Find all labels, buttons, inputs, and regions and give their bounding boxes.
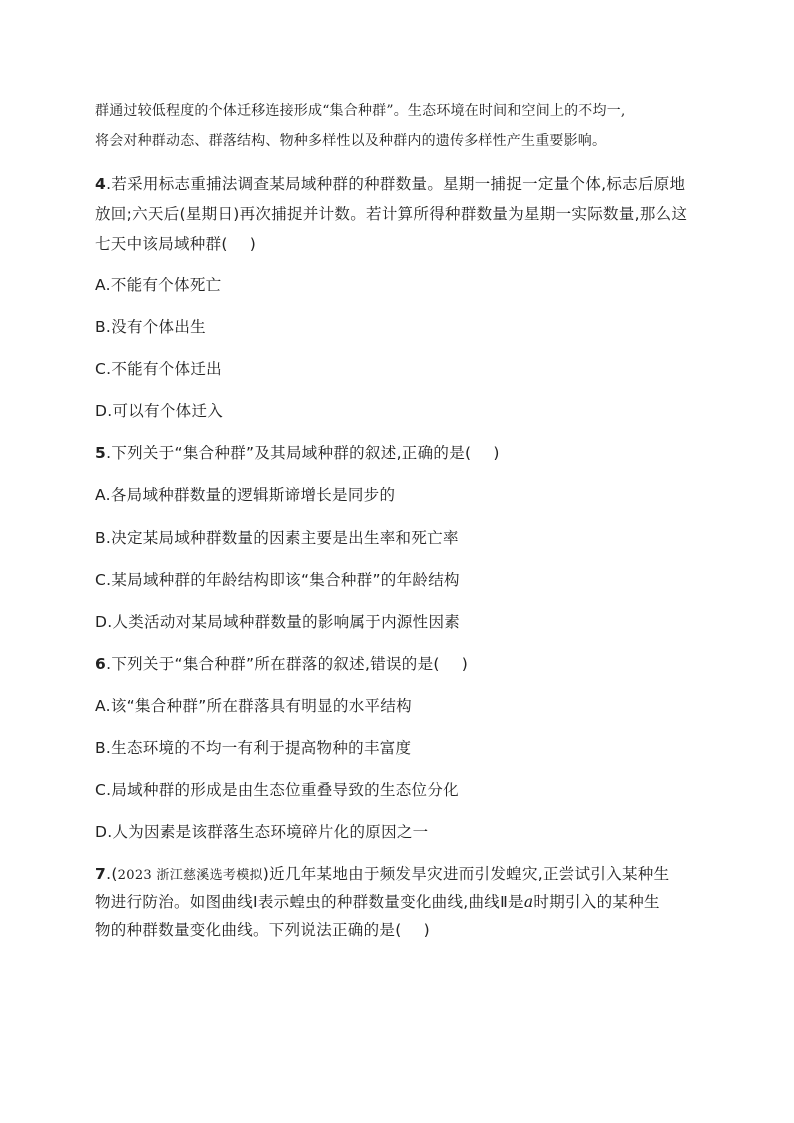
intro-line-2: 将会对种群动态、群落结构、物种多样性以及种群内的遗传多样性产生重要影响。 [95,133,607,149]
q4-stem-line-2: 放回;六天后(星期日)再次捕捉并计数。若计算所得种群数量为星期一实际数量,那么这 [95,205,688,223]
q4-option-a: A.不能有个体死亡 [95,276,222,294]
q6-option-a: A.该“集合种群”所在群落具有明显的水平结构 [95,697,412,715]
q6-number: 6 [95,655,107,673]
q6-option-b: B.生态环境的不均一有利于提高物种的丰富度 [95,739,412,757]
q4-option-b: B.没有个体出生 [95,318,206,336]
q5-option-a: A.各局域种群数量的逻辑斯谛增长是同步的 [95,486,396,504]
q4-stem-line-1: 4.若采用标志重捕法调查某局域种群的种群数量。星期一捕捉一定量个体,标志后原地 [95,175,686,193]
q4-number: 4 [95,175,107,193]
q7-source: 2023 浙江慈溪选考模拟 [117,868,263,883]
q5-option-c: C.某局域种群的年龄结构即该“集合种群”的年龄结构 [95,571,460,589]
q6-stem: 6.下列关于“集合种群”所在群落的叙述,错误的是( ) [95,655,469,673]
variable-a: a [523,893,534,911]
q7-stem-line-1: 7.(2023 浙江慈溪选考模拟)近几年某地由于频发旱灾进而引发蝗灾,正尝试引入某种生 [95,865,670,883]
q7-stem-line-2: 物进行防治。如图曲线Ⅰ表示蝗虫的种群数量变化曲线,曲线Ⅱ是a时期引入的某种生 [95,893,660,911]
q4-stem-line-3: 七天中该局域种群( ) [95,235,257,253]
q6-option-c: C.局域种群的形成是由生态位重叠导致的生态位分化 [95,781,459,799]
intro-paragraph [95,96,705,156]
q7-stem-line-3: 物的种群数量变化曲线。下列说法正确的是( ) [95,921,430,939]
q5-stem: 5.下列关于“集合种群”及其局域种群的叙述,正确的是( ) [95,444,500,462]
q5-option-b: B.决定某局域种群数量的因素主要是出生率和死亡率 [95,529,459,547]
q5-number: 5 [95,444,107,462]
q4-option-d: D.可以有个体迁入 [95,402,224,420]
q5-option-d: D.人类活动对某局域种群数量的影响属于内源性因素 [95,613,461,631]
q6-option-d: D.人为因素是该群落生态环境碎片化的原因之一 [95,823,429,841]
q7-number: 7 [95,865,107,883]
intro-line-1: 群通过较低程度的个体迁移连接形成“集合种群”。生态环境在时间和空间上的不均一, [95,103,626,119]
q4-option-c: C.不能有个体迁出 [95,360,222,378]
